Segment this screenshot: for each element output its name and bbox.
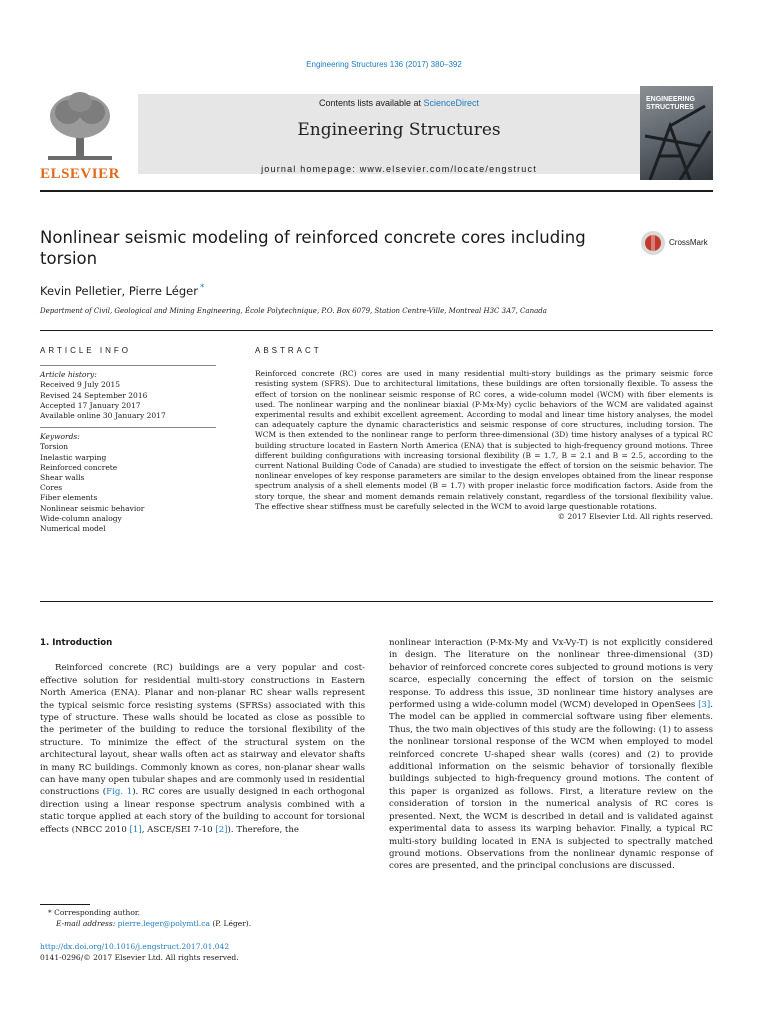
intro-text-d: ). Therefore, the — [227, 824, 299, 835]
crossmark-label: CrossMark — [669, 238, 708, 247]
article-title: Nonlinear seismic modeling of reinforced concrete cores including torsion — [40, 228, 586, 268]
intro-text-b: ). RC cores are usually designed in each orthogonal direction using a linear response spectrum analysis combined with a static torque applied at each story of the building to account for torsional effects (NBCC 2010 — [40, 787, 365, 835]
issn-line: 0141-0296/© 2017 Elsevier Ltd. All rights reserved. — [40, 953, 239, 962]
email-line — [40, 918, 365, 929]
reference-link[interactable]: [3] — [698, 700, 711, 711]
figure-link[interactable]: Fig. 1 — [106, 787, 133, 798]
email-label: E-mail address: — [56, 919, 118, 928]
homepage-url[interactable]: www.elsevier.com/locate/engstruct — [359, 164, 537, 174]
corresponding-text: Corresponding author. — [54, 908, 141, 917]
intro-text-c: , ASCE/SEI 7-10 — [141, 824, 216, 835]
elsevier-wordmark: ELSEVIER — [40, 166, 120, 182]
keyword-item: Numerical model — [40, 524, 106, 534]
tree-icon — [40, 88, 120, 166]
body-column-left — [40, 637, 365, 836]
abstract — [255, 346, 713, 522]
body-column-right — [389, 637, 713, 873]
journal-homepage — [138, 164, 660, 174]
crossmark-icon — [640, 230, 666, 256]
keyword-item: Nonlinear seismic behavior — [40, 503, 145, 513]
author-list — [40, 283, 204, 298]
homepage-prefix: journal homepage: — [261, 164, 360, 174]
keyword-item: Fiber elements — [40, 493, 98, 503]
keywords-divider — [40, 427, 216, 428]
history-item: Available online 30 January 2017 — [40, 411, 166, 421]
header-rule — [40, 190, 713, 192]
email-link[interactable]: pierre.leger@polymtl.ca — [117, 919, 210, 928]
intro-paragraph — [40, 662, 365, 836]
corresponding-line — [40, 907, 365, 918]
article-info — [40, 346, 216, 534]
doi-link[interactable]: http://dx.doi.org/10.1016/j.engstruct.2017.01.042 — [40, 942, 230, 951]
masthead — [40, 84, 713, 184]
reference-link[interactable]: [2] — [215, 824, 228, 835]
footnote-mark: * — [48, 908, 52, 917]
info-rule — [40, 330, 713, 331]
journal-cover-thumbnail[interactable] — [640, 86, 713, 180]
elsevier-tree-logo[interactable] — [40, 88, 120, 180]
keyword-item: Torsion — [40, 442, 69, 452]
keyword-item: Shear walls — [40, 473, 85, 483]
masthead-band — [138, 94, 660, 174]
intro-text-e: nonlinear interaction (P-Mx-My and Vx-Vy-T) is not explicitly considered in design. The literature on the nonlinear three-dimensional (3D) behavior of reinforced concrete cores subjected to ground motions is very scarce, especially concerning the effect of torsion on the seismic response. To address this issue, 3D nonlinear time history analyses are performed using a wide-column model (WCM) developed in OpenSees — [389, 638, 713, 711]
footnote — [40, 907, 365, 929]
doi-block — [40, 941, 365, 963]
history-item: Revised 24 September 2016 — [40, 390, 148, 400]
abstract-rule — [40, 601, 713, 602]
intro-continued — [389, 637, 713, 873]
sciencedirect-link[interactable]: ScienceDirect — [423, 98, 480, 108]
section-heading: 1. Introduction — [40, 638, 113, 648]
crossmark-badge[interactable] — [640, 230, 710, 256]
intro-text-a: Reinforced concrete (RC) buildings are a very popular and cost-effective solution for residential multi-story constructions in Eastern North America (ENA). Planar and non-planar RC shear walls represent the typical seismic force resisting systems (SFRSs) associated with this type of structure. These walls should be located as close as possible to the perimeter of the building to reduce the torsional flexibility of the structure. To minimize the effect of the structural system on the architectural layout, shear walls often act as stairway and elevator shafts in many RC buildings. Commonly known as cores, non-planar shear walls can have many open tubular shapes and are commonly used in residential constructions ( — [40, 663, 365, 798]
keyword-item: Reinforced concrete — [40, 462, 118, 472]
keyword-item: Inelastic warping — [40, 452, 107, 462]
journal-reference[interactable]: Engineering Structures 136 (2017) 380–392 — [306, 60, 462, 69]
reference-link[interactable]: [1] — [129, 824, 142, 835]
cover-title — [646, 96, 708, 112]
abstract-text: Reinforced concrete (RC) cores are used in many residential multi-story buildings as the primary seismic force resisting system (SFRS). Due to architectural limitations, these buildings are often torsionally flexible. To assess the effect of torsion on the nonlinear seismic response of RC cores, a wide-column model (WCM) with fiber elements is used. The nonlinear warping and the nonlinear biaxial (P-Mx-My) cyclic behaviors of the WCM are validated against experimental results and exhibit excellent agreement. According to modal and linear time history analyses, the model can adequately capture the dynamic characteristics and seismic response of core structures, including torsion. The WCM is then extended to the nonlinear range to perform three-dimensional (3D) time history analyses of a typical RC building structure located in Eastern North America (ENA) that is subjected to high-frequency ground motions. Three different building configurations with increasing torsional flexibility (B = 1.7, B = 2.1 and B = 2.5, according to the current National Building Code of Canada) are studied to investigate the effect of torsion on the seismic behavior. The nonlinear envelopes of key response parameters are similar to the design envelopes obtained from the linear response spectrum analysis of a shell elements model (B = 1.7) with proper inelastic force modification factors. Aside from the story torque, the shear and moment demands remain relatively constant, regardless of the torsional flexibility value. The effective shear stiffness must be carefully selected in the WCM to avoid large questionable rotations. — [255, 369, 713, 511]
contents-prefix: Contents lists available at — [318, 98, 424, 108]
article-info-heading: ARTICLE INFO — [40, 346, 131, 355]
email-suffix: (P. Léger). — [209, 919, 252, 928]
intro-text-f: . The model can be applied in commercial software using fiber elements. Thus, the two main objectives of this study are the following: (1) to assess the nonlinear torsional response of the WCM when employed to model reinforced concrete U-shaped shear walls (cores) and (2) to provide additional information on the seismic behavior of torsionally flexible buildings subjected to high-frequency ground motions. The content of this paper is organized as follows. First, a literature review on the consideration of torsion in the numerical analysis of RC cores is presented. Next, the WCM is described in detail and is validated against experimental data to assess its warping behavior. Finally, a typical RC multi-story building located in ENA is subjected to spectrally matched ground motions. Observations from the nonlinear dynamic response of cores are presented, and the principal conclusions are discussed. — [389, 700, 713, 872]
journal-title: Engineering Structures — [297, 120, 501, 140]
history-item: Accepted 17 January 2017 — [40, 400, 141, 410]
contents-line — [138, 98, 660, 108]
article-info-divider — [40, 365, 216, 366]
abstract-heading: ABSTRACT — [255, 346, 322, 355]
cover-title-line1: ENGINEERING — [646, 96, 696, 103]
copyright-notice: © 2017 Elsevier Ltd. All rights reserved. — [557, 512, 713, 522]
corresponding-author-mark[interactable]: * — [199, 283, 205, 293]
cover-title-line2: STRUCTURES — [646, 104, 694, 111]
footnote-rule — [40, 904, 90, 905]
author-names: Kevin Pelletier, Pierre Léger — [40, 283, 198, 298]
keyword-item: Cores — [40, 483, 63, 493]
history-item: Received 9 July 2015 — [40, 380, 121, 390]
keywords-label: Keywords: — [40, 432, 80, 442]
history-label: Article history: — [40, 370, 97, 380]
keyword-item: Wide-column analogy — [40, 513, 122, 523]
affiliation: Department of Civil, Geological and Mining Engineering, École Polytechnique, P.O. Box 6079, Station Centre-Ville, Montreal H3C 3A7, Canada — [40, 307, 547, 315]
